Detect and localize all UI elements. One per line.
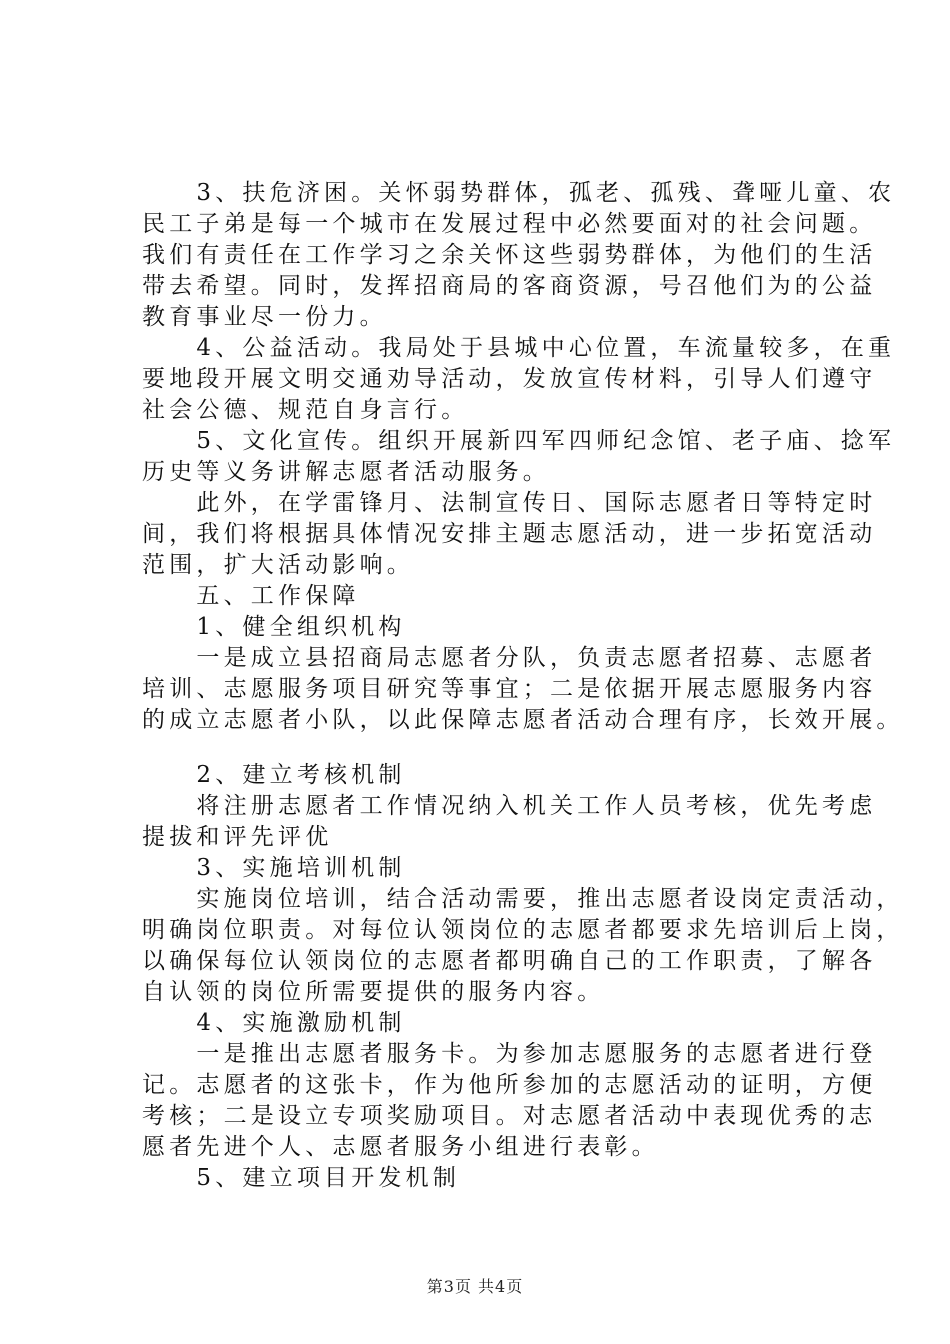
- text-line: 以确保每位认领岗位的志愿者都明确自己的工作职责，了解各: [142, 948, 877, 974]
- subsection-heading: 5、建立项目开发机制: [142, 1165, 461, 1191]
- text-line: 社会公德、规范自身言行。: [142, 397, 469, 423]
- page-number-footer: 第3页 共4页: [426, 1277, 524, 1296]
- text-line: 要地段开展文明交通劝导活动，发放宣传材料，引导人们遵守: [142, 366, 877, 392]
- text-line: 一是成立县招商局志愿者分队，负责志愿者招募、志愿者: [142, 645, 877, 671]
- text-line: 愿者先进个人、志愿者服务小组进行表彰。: [142, 1134, 659, 1160]
- text-line: 范围，扩大活动影响。: [142, 552, 414, 578]
- text-line: 培训、志愿服务项目研究等事宜；二是依据开展志愿服务内容: [142, 676, 877, 702]
- text-line: 的成立志愿者小队，以此保障志愿者活动合理有序，长效开展。: [142, 707, 904, 733]
- text-line: 带去希望。同时，发挥招商局的客商资源，号召他们为的公益: [142, 273, 877, 299]
- text-line: 间，我们将根据具体情况安排主题志愿活动，进一步拓宽活动: [142, 521, 877, 547]
- text-line: 一是推出志愿者服务卡。为参加志愿服务的志愿者进行登: [142, 1041, 877, 1067]
- text-line: 4、公益活动。我局处于县城中心位置，车流量较多，在重: [142, 335, 896, 361]
- text-line: 3、扶危济困。关怀弱势群体，孤老、孤残、聋哑儿童、农: [142, 180, 896, 206]
- text-line: 我们有责任在工作学习之余关怀这些弱势群体，为他们的生活: [142, 242, 877, 268]
- text-line: 历史等义务讲解志愿者活动服务。: [142, 459, 550, 485]
- text-line: 自认领的岗位所需要提供的服务内容。: [142, 979, 605, 1005]
- text-line: 记。志愿者的这张卡，作为他所参加的志愿活动的证明，方便: [142, 1072, 877, 1098]
- text-line: 考核；二是设立专项奖励项目。对志愿者活动中表现优秀的志: [142, 1103, 877, 1129]
- section-heading: 五、工作保障: [142, 583, 360, 609]
- subsection-heading: 2、建立考核机制: [142, 762, 406, 788]
- text-line: 提拔和评先评优: [142, 824, 333, 850]
- text-line: 明确岗位职责。对每位认领岗位的志愿者都要求先培训后上岗，: [142, 917, 904, 943]
- text-line: 实施岗位培训，结合活动需要，推出志愿者设岗定责活动，: [142, 886, 904, 912]
- subsection-heading: 1、健全组织机构: [142, 614, 406, 640]
- text-line: 5、文化宣传。组织开展新四军四师纪念馆、老子庙、捻军: [142, 428, 896, 454]
- text-line: 民工子弟是每一个城市在发展过程中必然要面对的社会问题。: [142, 211, 877, 237]
- text-line: 教育事业尽一份力。: [142, 304, 387, 330]
- text-line: 此外，在学雷锋月、法制宣传日、国际志愿者日等特定时: [142, 490, 877, 516]
- text-line: 将注册志愿者工作情况纳入机关工作人员考核，优先考虑: [142, 793, 877, 819]
- subsection-heading: 3、实施培训机制: [142, 855, 406, 881]
- subsection-heading: 4、实施激励机制: [142, 1010, 406, 1036]
